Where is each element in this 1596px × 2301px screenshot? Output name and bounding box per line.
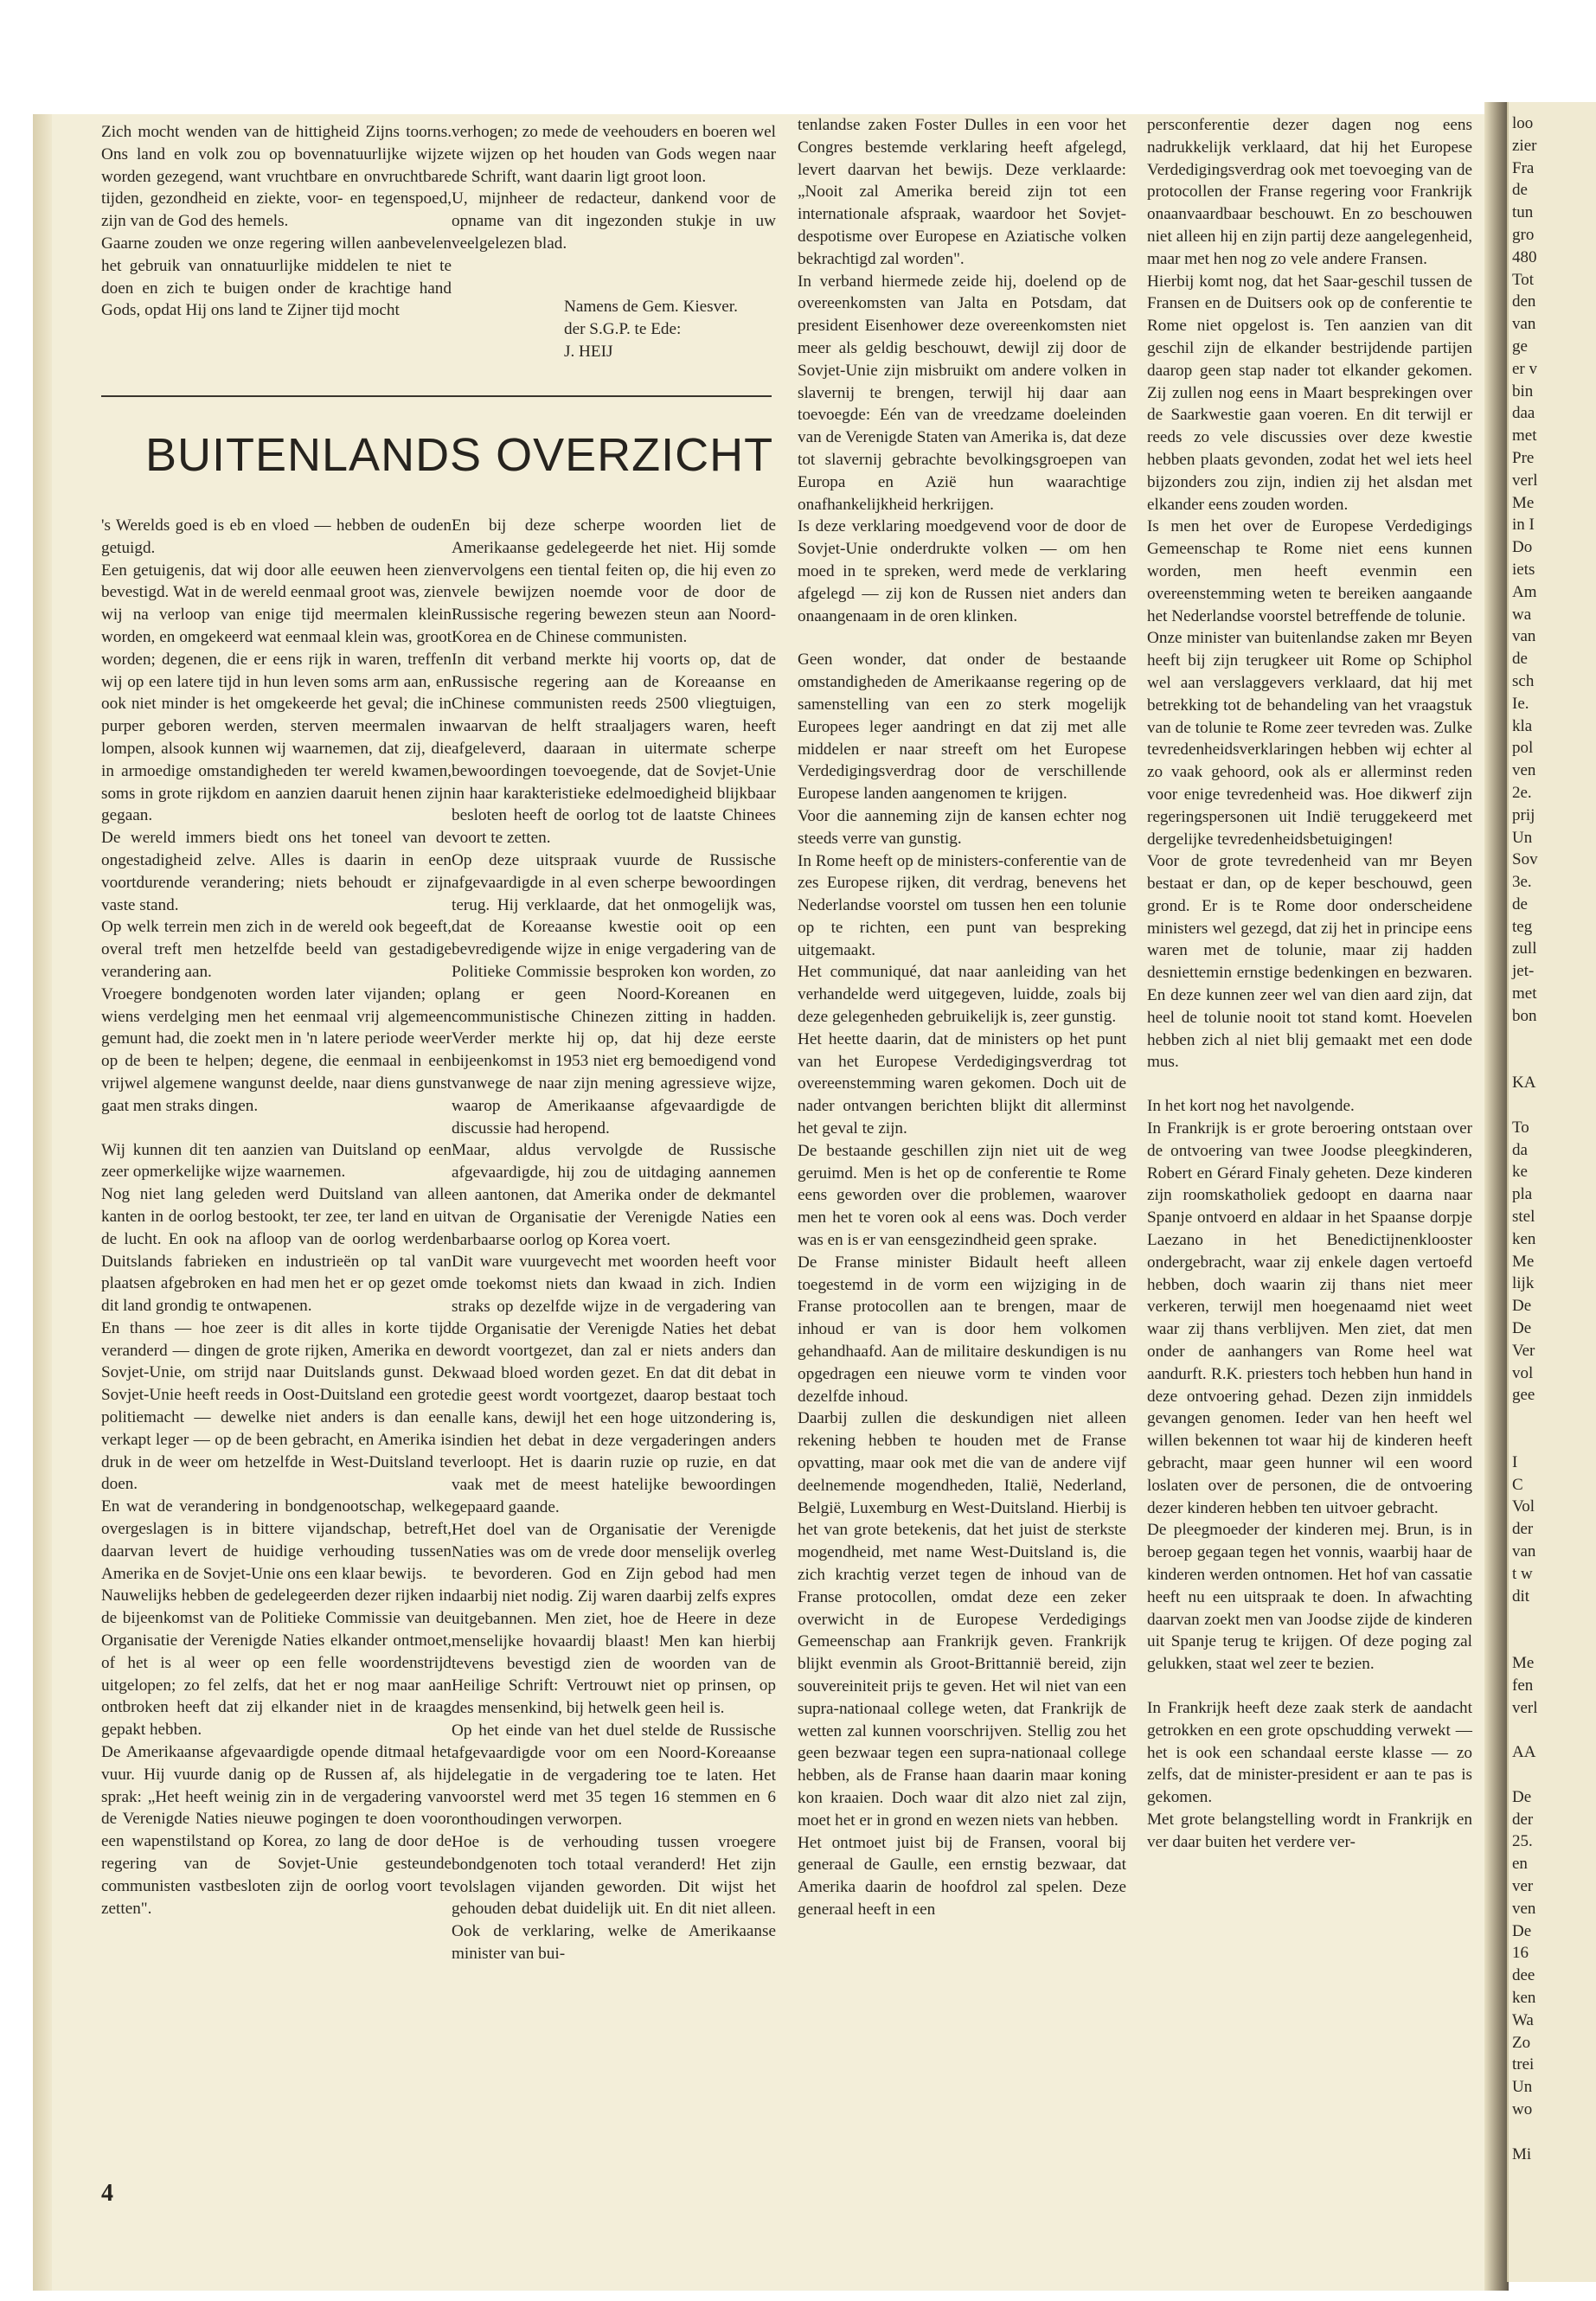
signature-line: Namens de Gem. Kiesver. (564, 298, 738, 316)
article-paragraph: Voor die aanneming zijn de kansen echter nog steeds verre van gunstig. (798, 806, 1126, 848)
article-column-4 (1147, 114, 1472, 1854)
letter-paragraph: verhogen; zo mede de veehouders en boeren wel te wijzen op het houden van Gods wegen naar de Schrift, want daarin ligt groot loon. (452, 123, 776, 186)
article-paragraph: De Amerikaanse afgevaardigde opende ditmaal het vuur. Hij vuurde danig op de Russen af, als hij sprak: „Het heeft weinig zin in de vergadering van de Verenigde Naties nieuwe pogingen te doen voor een wapenstilstand op Korea, zo lang de door de regering van de Sovjet-Unie gesteunde communisten vastbesloten zijn de oorlog voort te zetten". (101, 1743, 452, 1918)
article-paragraph: Op welk terrein men zich in de wereld ook begeeft, overal treft men hetzelfde beeld van gestadige verandering aan. (101, 918, 452, 981)
section-divider (101, 395, 772, 397)
page-gutter (1484, 102, 1509, 2291)
signature-name: J. HEIJ (564, 342, 613, 361)
article-column-3 (798, 114, 1126, 1921)
letter-paragraph: U, mijnheer de redacteur, dankend voor de opname van dit ingezonden stukje in uw veelgelezen blad. (452, 189, 776, 253)
article-paragraph: Met grote belangstelling wordt in Frankrijk en ver daar buiten het verdere ver- (1147, 1810, 1472, 1851)
article-paragraph: In Frankrijk heeft deze zaak sterk de aandacht getrokken en een grote opschudding verwekt — het is ook een schandaal eerste klasse — zo zelfs, dat de minister-president er aan te pas is gekomen. (1147, 1698, 1472, 1807)
article-paragraph: De wereld immers biedt ons het toneel van de ongestadigheid zelve. Alles is daarin in een voortdurende verandering; niets behoudt er zijn vaste stand. (101, 829, 452, 914)
letter-paragraph: Gaarne zouden we onze regering willen aanbevelen het gebruik van onnatuurlijke middelen te niet te doen en zich te buigen onder de krachtige hand Gods, opdat Hij ons land te Zijner tijd mocht (101, 234, 452, 320)
article-paragraph: Is men het over de Europese Verdedigings Gemeenschap te Rome niet eens kunnen worden, men heeft evenmin een overeenstemming weten te bereiken aangaande het Nederlandse voorstel betreffende de tolunie. (1147, 517, 1472, 625)
letter-column-2 (452, 121, 776, 255)
article-paragraph: In Frankrijk is er grote beroering ontstaan over de ontvoering van twee Joodse pleegkinderen, Robert en Gérard Finaly geheten. Deze kinderen zijn roomskatholiek gedoopt en daarna naar Spanje ontvoerd en aldaar in het Spaanse dorpje Laezano in het Benedictijnenklooster ondergebracht, waar zij enkele dagen vertoefd hebben, doch waarin zij thans niet meer verkeren, terwijl men hoegenaamd niet weet waar zij thans verblijven. Men ziet, dat men onder de aanhangers van Rome heel wat aandurft. R.K. priesters toch hebben hun hand in deze ontvoering gehad. Dezen zijn inmiddels gevangen genomen. Ieder van hen heeft wel willen bekennen tot waar hij de kinderen heeft gebracht, maar geen hunner wil een woord loslaten over de personen, die de ontvoering dezer kinderen hebben ten uitvoer gebracht. (1147, 1119, 1472, 1517)
article-paragraph: Dit ware vuurgevecht met woorden heeft voor de toekomst niets dan kwaad in zich. Indien straks op dezelfde wijze in de vergadering van de Organisatie der Verenigde Naties het debat wordt voortgezet, dan zal er niets anders dan kwaad bloed worden gezet. En dat dit debat in die geest wordt voortgezet, daarop bestaat toch alle kans, dewijl het een hoge uitzondering is, indien het debat in deze vergaderingen anders verloopt. Het is daarin ruzie op ruzie, en dat vaak met de meest hatelijke bewoordingen gepaard gaande. (452, 1253, 776, 1517)
article-paragraph: Nauwelijks hebben de gedelegeerden dezer rijken in de bijeenkomst van de Politieke Commissie van de Organisatie der Verenigde Naties elkander ontmoet, of het is al weer op een felle woordenstrijd uitgelopen; zo fel zelfs, dat het er nog maar aan ontbroken heeft dat zij elkander niet in de kraag gepakt hebben. (101, 1586, 452, 1740)
article-paragraph: tenlandse zaken Foster Dulles in een voor het Congres bestemde verklaring heeft afgelegd, levert daarvan het bewijs. Deze verklaarde: „Nooit zal Amerika bereid zijn tot een internationale afspraak, waardoor het Sovjet-despotisme over Europese en Aziatische volken bekrachtigd zal worden". (798, 116, 1126, 268)
next-page-edge-text: loo zier Fra de tun gro 480 Tot den van ge er v bin daa met Pre verl Me in I Do iets Am wa van de sch Ie. kla pol ven 2e. prij Un Sov 3e. de teg zull jet- met bon KA To da ke pla stel ken Me lijk De De Ver vol gee I C Vol der van t w dit Me fen verl AA De der 25. en ver ven De 16 dee ken Wa Zo trei Un wo Mi (1512, 114, 1538, 2163)
article-paragraph: Wij kunnen dit ten aanzien van Duitsland op een zeer opmerkelijke wijze waarnemen. (101, 1140, 452, 1182)
article-paragraph: Is deze verklaring moedgevend voor de door de Sovjet-Unie onderdrukte volken — om hen moed in te spreken, werd mede de verklaring afgelegd — zij kon de Russen niet anders dan onaangenaam in de oren klinken. (798, 517, 1126, 625)
article-column-1 (101, 515, 452, 1920)
article-paragraph: In het kort nog het navolgende. (1147, 1097, 1355, 1116)
article-paragraph: Het ontmoet juist bij de Fransen, vooral bij generaal de Gaulle, een ernstig bezwaar, dat Amerika daarin de hoofdrol zal spelen. Deze generaal heeft in een (798, 1833, 1126, 1919)
article-paragraph: De pleegmoeder der kinderen mej. Brun, is in beroep gegaan tegen het vonnis, waarbij haar de kinderen werden ontnomen. Het hof van cassatie heeft nu een uitspraak te doen. In afwachting daarvan zoekt men van Joodse zijde de kinderen uit Spanje terug te krijgen. Of deze poging zal gelukken, staat wel zeer te bezien. (1147, 1521, 1472, 1674)
article-paragraph: Op deze uitspraak vuurde de Russische afgevaardigde in al even scherpe bewoordingen terug. Hij verklaarde, dat het onmogelijk was, dat de Koreaanse kwestie ooit op een bevredigende wijze in enige vergadering van de Politieke Commissie besproken kon worden, zo lang er geen Noord-Koreanen en communistische Chinezen zitting in hadden. Verder merkte hij op, dat hij deze eerste bijeenkomst in 1953 niet erg bemoedigend vond vanwege de naar zijn mening agressieve wijze, waarop de Amerikaanse afgevaardigde de discussie had heropend. (452, 850, 776, 1138)
article-paragraph: En wat de verandering in bondgenootschap, welke overgeslagen is in bittere vijandschap, betreft, daarvan levert de huidige verhouding tussen Amerika en de Sovjet-Unie ons een klaar bewijs. (101, 1497, 452, 1583)
article-paragraph: Daarbij zullen die deskundigen niet alleen rekening hebben te houden met de Franse opvatting, maar ook met die van de andere vijf deelnemende mogendheden, Italië, Nederland, België, Luxemburg en West-Duitsland. Hierbij is het van grote betekenis, dat het juist de sterkste mogendheid, met name West-Duitsland is, die zich krachtig verzet tegen de inhoud van de Franse protocollen, omdat deze een zeker overwicht in de Europese Verdedigings Gemeenschap aan Frankrijk geven. Frankrijk blijkt evenmin als Groot-Brittannië bereid, zijn souvereiniteit prijs te geven. Het wil niet van een supra-nationaal college weten, dat Frankrijk de wetten zal kunnen voorschrijven. Stellig zou het geen bezwaar tegen een supra-nationaal college hebben, als de Franse haan daarin maar koning kon kraaien. Doch waar dit alzo niet zal zijn, moet het er in grond en wezen niets van hebben. (798, 1409, 1126, 1830)
article-paragraph: De Franse minister Bidault heeft alleen toegestemd in de vorm een wijziging in de Franse protocollen aan te brengen, maar de inhoud er van is door hem volkomen gehandhaafd. Aan de militaire deskundigen is nu opgedragen een nieuwe vorm te vinden voor dezelfde inhoud. (798, 1253, 1126, 1406)
page-number: 4 (101, 2180, 113, 2207)
article-paragraph: Vroegere bondgenoten worden later vijanden; op wiens verdelging men het eenmaal vrij algemeen gemunt had, die zoekt men in 'n latere periode weer op de been te helpen; degene, die eenmaal in een vrijwel algemene wangunst deelde, naar diens gunst gaat men straks dingen. (101, 984, 452, 1115)
article-column-2 (452, 515, 776, 1965)
page-binding-edge (33, 114, 52, 2291)
article-paragraph: Hierbij komt nog, dat het Saar-geschil tussen de Fransen en de Duitsers ook op de conferentie te Rome niet opgelost is. Ten aanzien van dit geschil zijn de elkander bestrijdende partijen daarop geen stap nader tot elkander gekomen. Zij zullen nog eens in Maart besprekingen over de Saarkwestie gaan voeren. En dit terwijl er reeds zo vele discussies over deze kwestie hebben plaats gevonden, zodat het wel iets heel bijzonders zou zijn, indien zij het alsdan met elkander eens zouden worden. (1147, 272, 1472, 514)
article-paragraph: De bestaande geschillen zijn niet uit de weg geruimd. Men is het op de conferentie te Rome eens geworden over die problemen, waarover men het te voren ook al eens was. Doch verder was en is er van eensgezindheid geen sprake. (798, 1141, 1126, 1250)
letter-paragraph: Zich mocht wenden van de hittigheid Zijns toorns. Ons land en volk zou op bovennatuurlijke wijze worden gezegend, want vruchtbare en onvruchtbare tijden, gezondheid en ziekte, voor- en tegenspoed, zijn van de God des hemels. (101, 123, 452, 231)
article-paragraph: Het doel van de Organisatie der Verenigde Naties was om de vrede door menselijk overleg te bevorderen. God en Zijn gebod had men daarbij niet nodig. Zij waren daarbij zelfs expres uitgebannen. Men ziet, hoe de Heere in deze menselijke hovaardij blaast! Men kan hierbij tevens bevestigd zien de woorden van de Heilige Schrift: Vertrouwt niet op prinsen, op des mensenkind, bij hetwelk geen heil is. (452, 1520, 776, 1718)
article-paragraph: Hoe is de verhouding tussen vroegere bondgenoten toch totaal veranderd! Het zijn volslagen vijanden geworden. Dit wijst het gehouden debat duidelijk uit. En dit niet alleen. Ook de verklaring, welke de Amerikaanse minister van bui- (452, 1833, 776, 1963)
letter-column-1 (101, 121, 452, 322)
article-paragraph: Het heette daarin, dat de ministers op het punt van het Europese Verdedigingsverdrag tot overeenstemming waren gekomen. Doch uit de nader ontvangen berichten blijkt dit allerminst het geval te zijn. (798, 1029, 1126, 1138)
article-paragraph: 's Werelds goed is eb en vloed — hebben de ouden getuigd. (101, 516, 452, 557)
article-headline: BUITENLANDS OVERZICHT (145, 429, 774, 481)
article-paragraph: Voor de grote tevredenheid van mr Beyen bestaat er dan, op de keper beschouwd, geen grond. Er is te Rome door onderscheidene ministers wel gezegd, dat zij het in principe eens waren met de tolunie, maar zij hadden desniettemin ernstige bedenkingen en bezwaren. En deze kunnen zeer wel van dien aard zijn, dat heel de tolunie nooit tot stand komt. Hoevelen hebben zich al niet blij gemaakt met een dode mus. (1147, 852, 1472, 1072)
article-paragraph: Op het einde van het duel stelde de Russische afgevaardigde voor om een Noord-Koreaanse delegatie in de vergadering toe te laten. Het voorstel werd met 35 tegen 16 stemmen en 6 onthoudingen verworpen. (452, 1721, 776, 1830)
article-paragraph: En thans — hoe zeer is dit alles in korte tijd veranderd — dingen de grote rijken, Amerika en de Sovjet-Unie, om strijd naar Duitslands gunst. De Sovjet-Unie heeft reeds in Oost-Duitsland een grote politiemacht — dewelke niet anders is dan een verkapt leger — op de been gebracht, en Amerika is druk in de weer om hetzelfde in West-Duitsland te doen. (101, 1318, 452, 1494)
article-paragraph: Geen wonder, dat onder de bestaande omstandigheden de Amerikaanse regering op de samenstelling van een zo sterk mogelijk Europees leger aandringt en dat zij met alle middelen er naar streeft om het Europese Verdedigingsverdrag door de verschillende Europese landen aangenomen te krijgen. (798, 651, 1126, 804)
article-paragraph: In Rome heeft op de ministers-conferentie van de zes Europese rijken, dit verdrag, benevens het Nederlandse voorstel om tussen hen een tolunie op te richten, een punt van bespreking uitgemaakt. (798, 851, 1126, 959)
signature-line: der S.G.P. te Ede: (564, 319, 682, 338)
letter-signature (564, 296, 738, 362)
article-paragraph: Nog niet lang geleden werd Duitsland van alle kanten in de oorlog bestookt, ter zee, ter land en uit de lucht. En ook na afloop van de oorlog werden Duitslands fabrieken en industrieën op tal van plaatsen afgebroken en had men het er op gezet om dit land grondig te ontwapenen. (101, 1185, 452, 1316)
article-paragraph: Een getuigenis, dat wij door alle eeuwen heen zien bevestigd. Wat in de wereld eenmaal groot was, zien wij na verloop van enige tijd meermalen klein worden, en omgekeerd wat eenmaal klein was, groot worden; degenen, die er eens rijk in waren, treffen wij op een latere tijd in hun leven soms arm aan, en ook niet minder is het omgekeerde het geval; die in purper geboren werden, sterven meermalen in lompen, alsook kunnen wij waarnemen, dat zij, die in armoedige omstandigheden ter wereld kwamen, soms in grote rijkdom en aanzien daaruit henen zijn gegaan. (101, 561, 452, 825)
next-page-edge (1507, 102, 1596, 2282)
article-paragraph: En bij deze scherpe woorden liet de Amerikaanse gedelegeerde het niet. Hij somde vervolgens een tiental feiten op, die hij even zo vele bewijzen noemde voor de door de Russische regering bewezen steun aan Noord-Korea en de Chinese communisten. (452, 516, 776, 646)
article-paragraph: In verband hiermede zeide hij, doelend op de overeenkomsten van Jalta en Potsdam, dat president Eisenhower deze overeenkomsten niet meer als geldig beschouwt, dewijl zij door de Sovjet-Unie zijn misbruikt om andere volken in slavernij te brengen, terwijl hij daar aan toevoegde: Eén van de vreedzame doeleinden van de Verenigde Staten van Amerika is, dat deze tot slavernij gebrachte bevolkingsgroepen van Europa en Azië hun waarachtige onafhankelijkheid herkrijgen. (798, 272, 1126, 514)
article-paragraph: Maar, aldus vervolgde de Russische afgevaardigde, hij zou de uitdaging aannemen en aantonen, dat Amerika onder de dekmantel van de Organisatie der Verenigde Naties een barbaarse oorlog op Korea voert. (452, 1141, 776, 1249)
article-paragraph: persconferentie dezer dagen nog eens nadrukkelijk verklaard, dat hij het Europese Verdedigingsverdrag ook met toevoeging van de protocollen der Franse regering voor Frankrijk onaanvaardbaar beschouwt. En zo beschouwen niet alleen hij en zijn partij deze aangelegenheid, maar met hen nog zo vele andere Fransen. (1147, 116, 1472, 268)
article-paragraph: In dit verband merkte hij voorts op, dat de Russische regering aan de Koreaanse en Chinese communisten reeds 2500 vliegtuigen, waarvan de helft straaljagers waren, heeft afgeleverd, daaraan in uitermate scherpe bewoordingen toevoegende, dat de Sovjet-Unie in haar karakteristieke edelmoedigheid blijkbaar besloten heeft de oorlog tot de laatste Chinees voort te zetten. (452, 650, 776, 848)
article-paragraph: Het communiqué, dat naar aanleiding van het verhandelde werd uitgegeven, luidde, zoals bij deze gelegenheden gebruikelijk is, zeer gunstig. (798, 963, 1126, 1027)
article-paragraph: Onze minister van buitenlandse zaken mr Beyen heeft bij zijn terugkeer uit Rome op Schiphol wel aan verslaggevers verklaard, dat hij met betrekking tot de behandeling van het vraagstuk van de tolunie te Rome zeer tevreden was. Zulke tevredenheidsverklaringen hebben wij echter al zo vaak gehoord, ook als er allerminst reden voor enige tevredenheid was. Hoe dikwerf zijn regeringspersonen uit Indië teruggekeerd met dergelijke tevredenheidsbetuigingen! (1147, 629, 1472, 849)
